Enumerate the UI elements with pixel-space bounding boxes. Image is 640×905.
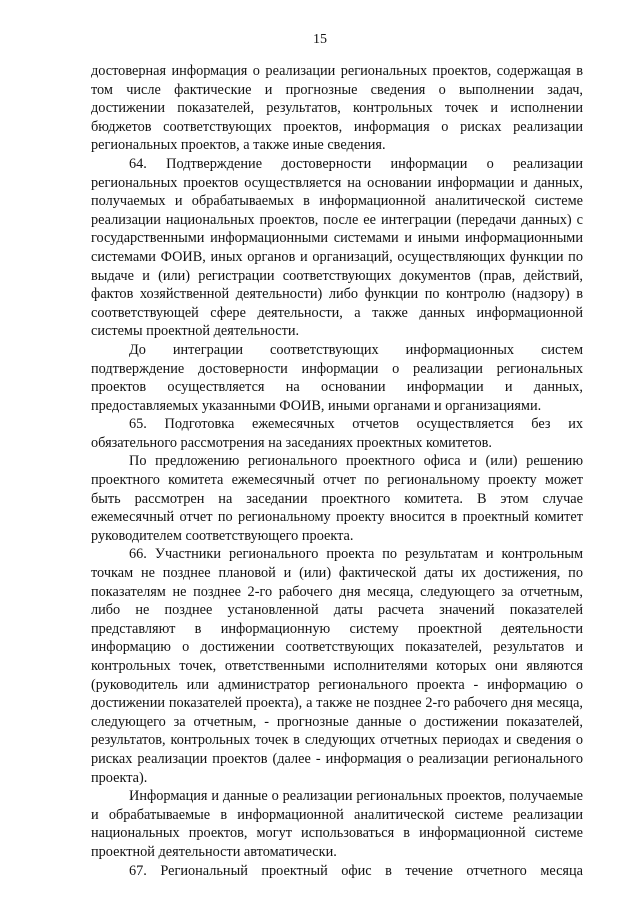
paragraph: Информация и данные о реализации региональных проектов, получаемые и обрабатываемые в информационной аналитической системе реализации национальных проектов, могут использоваться в информационной системе проектной деятельности автоматически. [91,788,583,860]
paragraph: достоверная информация о реализации региональных проектов, содержащая в том числе фактические и прогнозные сведения о выполнении задач, достижении показателей, результатов, контрольных точек и исполнении бюджетов соответствующих проектов, информация о рисках реализации региональных проектов, а также иные сведения. [91,63,583,154]
paragraph: 66. Участники регионального проекта по результатам и контрольным точкам не позднее плановой и (или) фактической даты их достижения, по показателям не позднее 2-го рабочего дня месяца, следующего за отчетным, либо не позднее установленной даты расчета значений показателей представляют в информационную систему проектной деятельности информацию о достижении соответствующих показателей, результатов и контрольных точек, ответственными исполнителями которых они являются (руководитель или администратор регионального проекта - информацию о достижении показателей проекта), а также не позднее 2-го рабочего дня месяца, следующего за отчетным, - прогнозные данные о достижении показателей, результатов, контрольных точек в следующих отчетных периодах и сведения о рисках реализации проектов (далее - информация о реализации регионального проекта). [91,546,583,786]
paragraph: 65. Подготовка ежемесячных отчетов осуществляется без их обязательного рассмотрения на заседаниях проектных комитетов. [91,416,583,451]
paragraph: До интеграции соответствующих информационных систем подтверждение достоверности информации о реализации региональных проектов осуществляется на основании информации и данных, предоставляемых указанными ФОИВ, иными органами и организациями. [91,341,583,414]
document-body [91,62,583,880]
paragraph: По предложению регионального проектного офиса и (или) решению проектного комитета ежемесячный отчет по региональному проекту может быть рассмотрен на заседании проектного комитета. В этом случае ежемесячный отчет по региональному проекту вносится в проектный комитет руководителем соответствующего проекта. [91,453,583,544]
paragraph: 64. Подтверждение достоверности информации о реализации региональных проектов осуществляется на основании информации и данных, получаемых и обрабатываемых в информационной аналитической системе реализации национальных проектов, после ее интеграции (передачи данных) с государственными информационными системами и иными информационными системами ФОИВ, иных органов и организаций, осуществляющих функции по выдаче и (или) регистрации соответствующих документов (прав, действий, фактов хозяйственной деятельности) либо функции по контролю (надзору) в соответствующей сфере деятельности, а также данных информационной системы проектной деятельности. [91,155,583,340]
paragraph: 67. Региональный проектный офис в течение отчетного месяца [129,862,583,879]
page-number: 15 [313,32,327,47]
